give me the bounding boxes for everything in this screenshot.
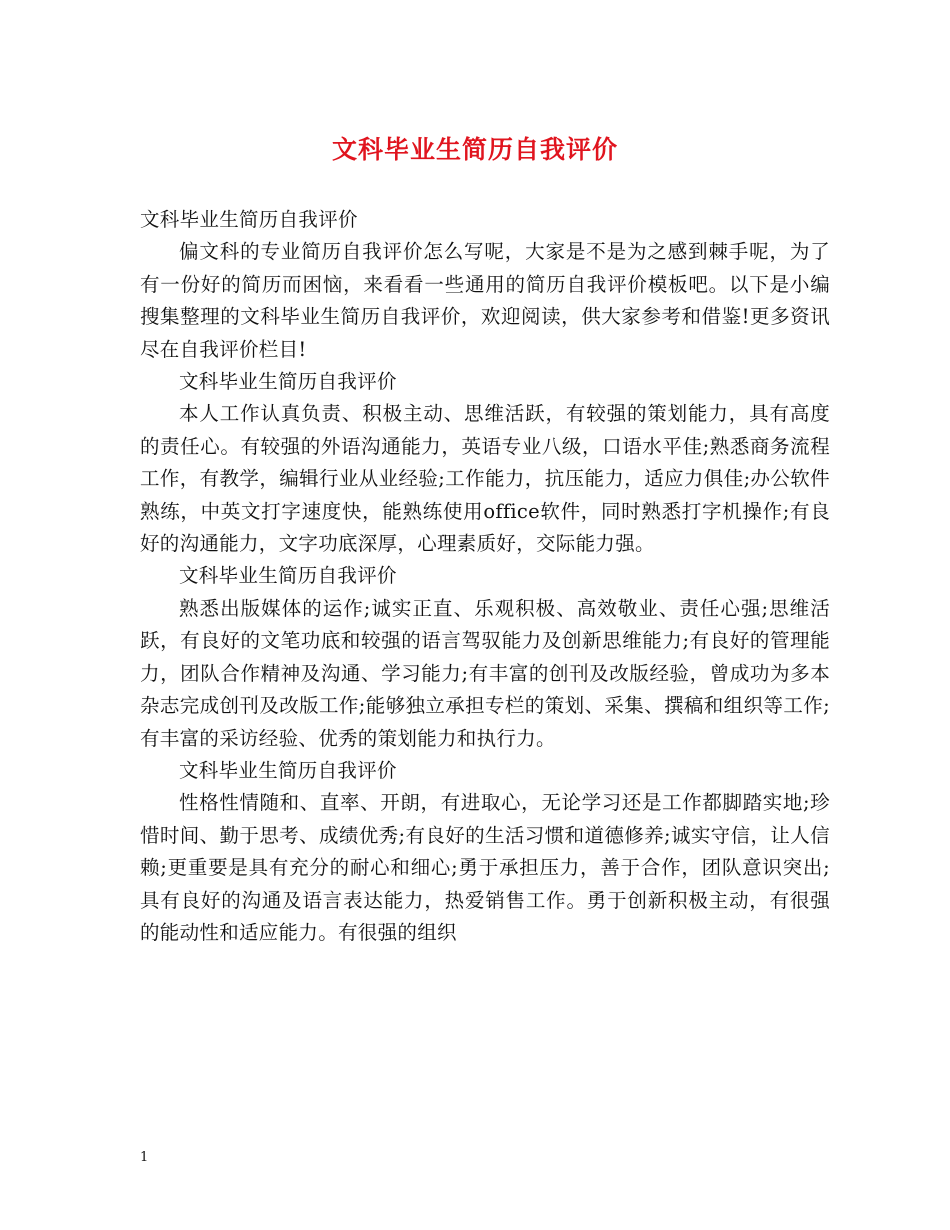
intro-heading: 文科毕业生简历自我评价 — [140, 208, 358, 231]
section-heading: 文科毕业生简历自我评价 — [179, 564, 397, 588]
intro-paragraph: 偏文科的专业简历自我评价怎么写呢，大家是不是为之感到棘手呢，为了有一份好的简历而困恼，来看看一些通用的简历自我评价模板吧。以下是小编搜集整理的文科毕业生简历自我评价，欢迎阅读，供大家参考和借鉴!更多资讯尽在自我评价栏目! — [140, 240, 830, 361]
page-number: 1 — [140, 1150, 149, 1165]
document-body — [140, 204, 830, 949]
section-paragraph: 性格性情随和、直率、开朗，有进取心，无论学习还是工作都脚踏实地;珍惜时间、勤于思考、成绩优秀;有良好的生活习惯和道德修养;诚实守信，让人信赖;更重要是具有充分的耐心和细心;勇于承担压力，善于合作，团队意识突出;具有良好的沟通及语言表达能力，热爱销售工作。勇于创新积极主动，有很强的能动性和适应能力。有很强的组织 — [140, 791, 830, 944]
section-paragraph: 熟悉出版媒体的运作;诚实正直、乐观积极、高效敬业、责任心强;思维活跃，有良好的文笔功底和较强的语言驾驭能力及创新思维能力;有良好的管理能力，团队合作精神及沟通、学习能力;有丰富的创刊及改版经验，曾成功为多本杂志完成创刊及改版工作;能够独立承担专栏的策划、采集、撰稿和组织等工作;有丰富的采访经验、优秀的策划能力和执行力。 — [140, 596, 830, 750]
document-title: 文科毕业生简历自我评价 — [331, 135, 618, 164]
section-heading: 文科毕业生简历自我评价 — [179, 758, 397, 782]
section-paragraph: 本人工作认真负责、积极主动、思维活跃，有较强的策划能力，具有高度的责任心。有较强的外语沟通能力，英语专业八级，口语水平佳;熟悉商务流程工作，有教学，编辑行业从业经验;工作能力，抗压能力，适应力俱佳;办公软件熟练，中英文打字速度快，能熟练使用office软件，同时熟悉打字机操作;有良好的沟通能力，文字功底深厚，心理素质好，交际能力强。 — [140, 402, 830, 556]
section-heading: 文科毕业生简历自我评价 — [179, 370, 397, 394]
